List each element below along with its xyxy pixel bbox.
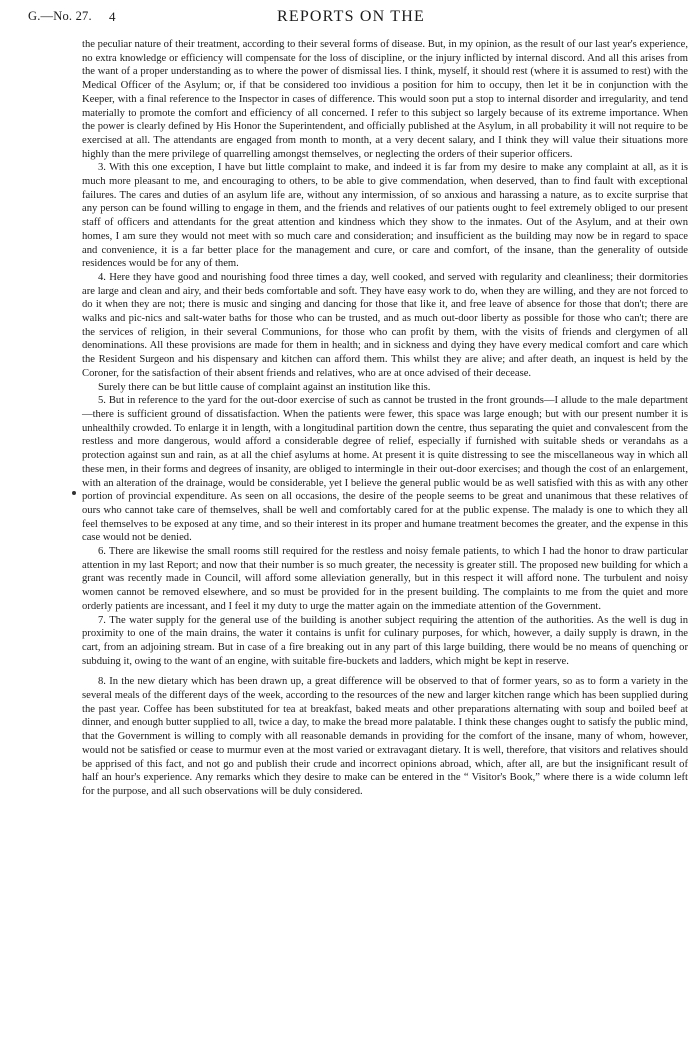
paragraph-6: 6. There are likewise the small rooms still required for the restless and noisy female patients, to which I had the honor to draw particular attention in my last Report; and now that their number is so much greater, the necessity is greater still. The proposed new building for which a grant was recently made in Council, will afford some alleviation generally, but in this respect it will afford none. The turbulent and noisy women cannot be removed elsewhere, and so must be provided for in the present building. The complaints to me from the quiet and more orderly patients are incessant, and I feel it my duty to urge the matter again on the immediate attention of the Government.	[82, 546, 688, 612]
running-title: REPORTS ON THE	[276, 8, 425, 25]
paragraph-8: 8. In the new dietary which has been drawn up, a great difference will be observed to that of former years, so as to form a variety in the several meals of the different days of the week, according to the resources of the new and larger kitchen range which has been supplied during the past year. Coffee has been substituted for tea at breakfast, baked meats and other preparations alternating with soup and boiled beef at dinner, and enough butter supplied to all, twice a day, to make the bread more palatable. I think these changes ought to satisfy the public mind, that the Government is willing to comply with all reasonable demands in providing for the comfort of the insane, many of whom, however, would not be satisfied or cease to murmur even at the most varied or extravagant dietary. It is well, therefore, that visitors and relatives should be apprised of this fact, and not go and publish their crude and incorrect opinions abroad, which, after all, are but the insignificant result of half an hour's experience. Any remarks which they desire to make can be entered in the “ Visitor's Book,” where there is a wide column left for the purpose, and all such observations will be duly considered.	[82, 676, 688, 797]
paragraph-7: 7. The water supply for the general use of the building is another subject requiring the attention of the authorities. As the well is dug in proximity to one of the main drains, the water it contains is unfit for culinary purposes, for which, however, a daily supply is drawn, in the cart, from an adjoining stream. But in case of a fire breaking out in any part of this large building, there would be no means of quenching or subduing it, owing to the want of an engine, with suitable fire-buckets and ladders, which might be kept in reserve.	[82, 614, 688, 667]
page-header	[24, 0, 678, 34]
document-reference: G.—No. 27.	[28, 9, 92, 23]
paragraph-5: 5. But in reference to the yard for the out-door exercise of such as cannot be trusted in the front grounds—I allude to the male department—there is sufficient ground of dissatisfaction. When the patients were fewer, this space was large enough; but with our present number it is unhealthily crowded. To enlarge it in length, with a longitudinal partition down the centre, thus separating the quiet and convalescent from the restless and more dangerous, would afford a considerable degree of relief, especially if furnished with suitable sheds or verandahs as a protection against sun and rain, as at all the chief asylums at home. At present it is quite distressing to see the miscellaneous way in which all these men, in their forms and degrees of insanity, are obliged to intermingle in their out-door exercises; and though the cost of an enlargement, with an alteration of the drainage, would be considerable, yet I believe the general public would be as well satisfied with this as with any other portion of provincial expenditure. As seen on all occasions, the desire of the people seems to be great and unanimous that these relatives of ours who cannot take care of themselves, shall be well and comfortably cared for at the public expense. The malady is one to which they all feel themselves to be exposed at any time, and so their interest in its proper and humane treatment becomes the greater, and the expense in this case would not be denied.	[82, 395, 688, 544]
paragraph-remark: Surely there can be but little cause of complaint against an institution like this.	[98, 381, 431, 393]
paragraph-3: 3. With this one exception, I have but little complaint to make, and indeed it is far from my desire to make any complaint at all, as it is much more pleasant to me, and encouraging to others, to be able to give commendation, when deserved, than to find fault with exceptional failures. The cares and duties of an asylum life are, without any intermission, of so anxious and harassing a nature, as to excite surprise that any person can be found willing to engage in them, and the friends and relatives of our patients ought to feel extremely obliged to our present staff of officers and attendants for the great attention and kindness which they show to the inmates. Out of the Asylum, and at their own homes, I am sure they would not meet with so much care and consideration; and insufficient as the building may now be in regard to space and convenience, it is a far better place for the management and cure, or care and comfort, of the insane, than the generality of outside residences would be for any of them.	[82, 162, 688, 270]
paragraph-continuation: the peculiar nature of their treatment, according to their several forms of disease. But, in my opinion, as the result of our last year's experience, no extra knowledge or efficiency will compensate for the loss of discipline, or the injury inflicted by internal discord. And all this arises from the want of a proper understanding as to where the power of dismissal lies. I think, myself, it should rest (where it is assumed to rest) with the Medical Officer of the Asylum; or, if that be considered too invidious a position for him to occupy, then let it be in conjunction with the Keeper, with a final reference to the Inspector in cases of difference. This would soon put a stop to internal disorder and irregularity, and tend materially to promote the comfort and efficiency of all concerned. I refer to this subject so largely because of its extreme importance. When the power is clearly defined by His Honor the Superintendent, and officially published at the Asylum, in all probability it will not require to be exercised at all. The attendants are engaged from month to month, at a very decent salary, and I think they will value their situations more highly than the mere privilege of quarrelling amongst themselves, or neglecting the orders of their superior officers.	[82, 39, 688, 160]
page-number: 4	[109, 9, 116, 24]
paragraph-4: 4. Here they have good and nourishing food three times a day, well cooked, and served with regularity and cleanliness; their dormitories are large and clean and airy, and their beds comfortable and soft. They have easy work to do, when they are willing, and they are not forced to do it when they are not; there is music and singing and dancing for those that like it, and free leave of absence for those that don't; there are walks and pic-nics and salt-water baths for those who can be trusted, and as much out-door liberty as possible for those who can't; there are the services of religion, in their several Communions, for those who can profit by them, with the visits of friends and clergymen of all denominations. All these provisions are made for them in health; and in sickness and dying they have every medical comfort and care which the Resident Surgeon and his dispensary and kitchen can afford them. This whilst they are alive; and after death, an inquest is held by the Coroner, for the satisfaction of their absent friends and relatives, who are at once advised of their decease.	[82, 271, 688, 379]
margin-mark	[72, 491, 76, 495]
report-body	[82, 38, 688, 799]
